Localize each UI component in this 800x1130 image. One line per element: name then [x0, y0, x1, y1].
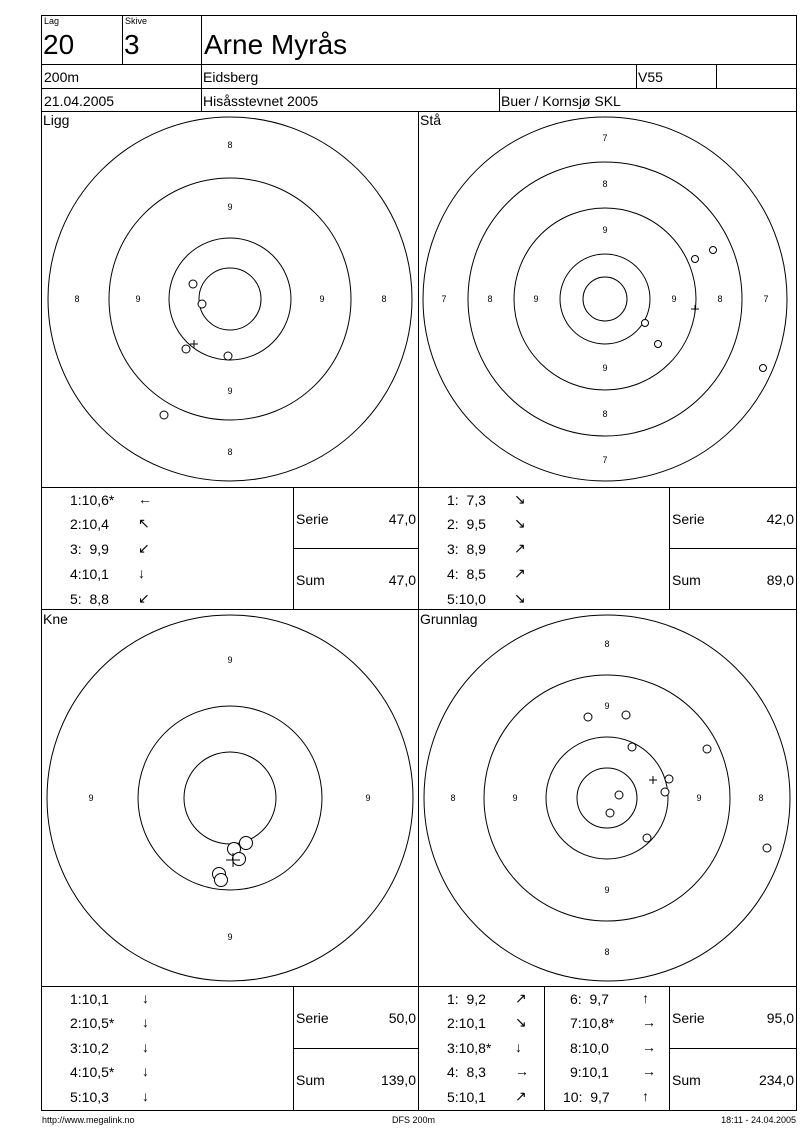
- serie-label: Serie: [672, 1010, 705, 1026]
- ring: [138, 706, 322, 890]
- target-sta: [419, 112, 796, 487]
- shot-score: 3:10,2: [70, 1040, 109, 1056]
- shot-score: 3: 8,9: [447, 541, 486, 557]
- ring-label: 8: [604, 639, 610, 649]
- shot-mark: [606, 809, 614, 817]
- ring-label: 9: [602, 225, 608, 235]
- ring: [184, 752, 276, 844]
- class: V55: [638, 69, 663, 85]
- shot-mark: [584, 713, 592, 721]
- location: Buer / Kornsjø SKL: [501, 93, 621, 109]
- shot-mark: [665, 775, 673, 783]
- shot-direction-arrow: ↗: [515, 990, 527, 1006]
- shot-direction-arrow: ↖: [138, 515, 150, 531]
- shot-mark: [215, 874, 228, 887]
- ring: [583, 277, 627, 321]
- ring-label: 9: [696, 793, 702, 803]
- serie-label: Serie: [672, 511, 705, 527]
- section-title-kne: Kne: [43, 611, 68, 627]
- ring: [424, 615, 790, 981]
- target-ligg: [42, 112, 418, 487]
- sum-label: Sum: [296, 572, 325, 588]
- shot-score: 3: 9,9: [70, 541, 109, 557]
- ring: [47, 615, 413, 981]
- shot-mark: [760, 365, 767, 372]
- shot-mark: [198, 300, 206, 308]
- shot-score: 4:10,5*: [70, 1064, 115, 1080]
- ring: [169, 238, 291, 360]
- shot-direction-arrow: ↘: [515, 1014, 527, 1030]
- shot-mark: [240, 837, 253, 850]
- shot-mark: [628, 743, 636, 751]
- ring-label: 8: [450, 793, 456, 803]
- ring-label: 8: [604, 947, 610, 957]
- ring: [423, 117, 787, 481]
- shot-score: 10: 9,7: [563, 1089, 610, 1105]
- shot-mark: [182, 345, 190, 353]
- shot-direction-arrow: →: [642, 1063, 656, 1079]
- shot-score: 8:10,0: [570, 1040, 609, 1056]
- shot-score: 1:10,6*: [70, 492, 115, 508]
- ring-label: 9: [671, 294, 677, 304]
- ring-label: 8: [227, 140, 233, 150]
- ring: [48, 117, 412, 481]
- sum-value: 89,0: [766, 572, 794, 588]
- ring-label: 7: [602, 455, 608, 465]
- serie-value: 95,0: [766, 1010, 794, 1026]
- ring-label: 9: [604, 885, 610, 895]
- shot-score: 4: 8,5: [447, 566, 486, 582]
- ring-label: 7: [441, 294, 447, 304]
- shot-mark: [189, 280, 197, 288]
- shot-mark: [224, 352, 232, 360]
- shot-mark: [160, 411, 168, 419]
- shot-direction-arrow: ↗: [514, 540, 526, 556]
- sum-label: Sum: [296, 1072, 325, 1088]
- footer-program: DFS 200m: [392, 1115, 436, 1125]
- distance: 200m: [44, 69, 80, 85]
- ring-label: 7: [602, 133, 608, 143]
- ring-label: 7: [763, 294, 769, 304]
- shot-mark: [643, 834, 651, 842]
- shot-score: 4: 8,3: [447, 1064, 486, 1080]
- shot-direction-arrow: ↗: [515, 1088, 527, 1104]
- ring-label: 9: [533, 294, 539, 304]
- ring-label: 8: [227, 447, 233, 457]
- ring-label: 9: [227, 655, 233, 665]
- shot-mark: [615, 791, 623, 799]
- shot-score: 9:10,1: [570, 1064, 609, 1080]
- shot-direction-arrow: ↙: [138, 540, 150, 556]
- shooter-name: Arne Myrås: [204, 29, 348, 60]
- ring-label: 9: [602, 363, 608, 373]
- ring-label: 9: [512, 793, 518, 803]
- skive-value: 3: [124, 29, 140, 60]
- section-title-sta: Stå: [420, 112, 442, 128]
- ring-label: 8: [758, 793, 764, 803]
- sum-value: 234,0: [758, 1072, 794, 1088]
- lag-value: 20: [43, 29, 75, 60]
- shot-mark: [692, 256, 699, 263]
- shot-direction-arrow: ↓: [138, 565, 145, 581]
- ring-label: 8: [717, 294, 723, 304]
- section-title-grunnlag: Grunnlag: [420, 611, 478, 627]
- shot-direction-arrow: ↓: [142, 1014, 149, 1030]
- shot-score: 4:10,1: [70, 566, 109, 582]
- skive-label: Skive: [125, 16, 148, 26]
- shot-score: 5: 8,8: [70, 591, 109, 607]
- shot-score: 1: 9,2: [447, 991, 486, 1007]
- shot-direction-arrow: ↓: [142, 1088, 149, 1104]
- shot-mark: [763, 844, 771, 852]
- date: 21.04.2005: [44, 93, 115, 109]
- ring-label: 8: [74, 294, 80, 304]
- shot-score: 2:10,5*: [70, 1015, 115, 1031]
- lag-label: Lag: [44, 16, 60, 26]
- shot-mark: [233, 853, 246, 866]
- shot-score: 1: 7,3: [447, 492, 486, 508]
- ring-label: 9: [604, 701, 610, 711]
- shot-score: 1:10,1: [70, 991, 109, 1007]
- ring: [577, 768, 637, 828]
- shot-direction-arrow: →: [515, 1063, 529, 1079]
- ring-label: 8: [602, 179, 608, 189]
- serie-label: Serie: [296, 1010, 329, 1026]
- shot-direction-arrow: →: [642, 1039, 656, 1055]
- target-grunnlag: [419, 610, 796, 986]
- ring-label: 8: [487, 294, 493, 304]
- serie-value: 42,0: [766, 511, 794, 527]
- shot-score: 3:10,8*: [447, 1040, 492, 1056]
- shot-score: 2:10,1: [447, 1015, 486, 1031]
- ring-label: 9: [319, 294, 325, 304]
- serie-value: 47,0: [388, 511, 416, 527]
- shot-direction-arrow: ↓: [515, 1039, 522, 1055]
- serie-value: 50,0: [388, 1010, 416, 1026]
- ring-label: 9: [227, 386, 233, 396]
- shot-score: 5:10,1: [447, 1089, 486, 1105]
- shot-mark: [710, 247, 717, 254]
- target-kne: [42, 610, 418, 986]
- ring: [199, 268, 261, 330]
- shot-direction-arrow: ↘: [514, 590, 526, 606]
- shot-direction-arrow: ←: [138, 491, 152, 507]
- shot-mark: [622, 711, 630, 719]
- shot-mark: [642, 320, 649, 327]
- ring: [468, 162, 742, 436]
- shot-mark: [655, 341, 662, 348]
- shot-direction-arrow: ↑: [642, 1088, 649, 1104]
- section-title-ligg: Ligg: [43, 112, 70, 128]
- footer-timestamp: 18:11 - 24.04.2005: [721, 1115, 796, 1125]
- ring-label: 9: [365, 793, 371, 803]
- ring-label: 9: [227, 932, 233, 942]
- shot-score: 2:10,4: [70, 516, 109, 532]
- shot-direction-arrow: ↘: [514, 491, 526, 507]
- shot-direction-arrow: ↓: [142, 990, 149, 1006]
- ring-label: 8: [602, 409, 608, 419]
- sum-value: 139,0: [380, 1072, 416, 1088]
- shot-direction-arrow: ↗: [514, 565, 526, 581]
- sum-label: Sum: [672, 572, 701, 588]
- shot-mark: [661, 788, 669, 796]
- ring-label: 9: [227, 202, 233, 212]
- club: Eidsberg: [203, 69, 259, 85]
- shot-score: 7:10,8*: [570, 1015, 615, 1031]
- sum-label: Sum: [672, 1072, 701, 1088]
- ring-label: 9: [88, 793, 94, 803]
- shot-mark: [703, 745, 711, 753]
- shot-direction-arrow: ↘: [514, 515, 526, 531]
- shot-direction-arrow: ↙: [138, 590, 150, 606]
- sum-value: 47,0: [388, 572, 416, 588]
- shot-direction-arrow: →: [642, 1014, 656, 1030]
- footer-url[interactable]: http://www.megalink.no: [42, 1115, 135, 1125]
- serie-label: Serie: [296, 511, 329, 527]
- ring-label: 9: [135, 294, 141, 304]
- shot-score: 2: 9,5: [447, 516, 486, 532]
- ring-label: 8: [381, 294, 387, 304]
- shot-score: 5:10,0: [447, 591, 486, 607]
- shot-direction-arrow: ↑: [642, 990, 649, 1006]
- shot-score: 5:10,3: [70, 1089, 109, 1105]
- event: Hisåsstevnet 2005: [203, 93, 319, 109]
- shot-score: 6: 9,7: [570, 991, 609, 1007]
- ring: [560, 254, 650, 344]
- shot-direction-arrow: ↓: [142, 1063, 149, 1079]
- shot-direction-arrow: ↓: [142, 1039, 149, 1055]
- ring: [109, 178, 351, 420]
